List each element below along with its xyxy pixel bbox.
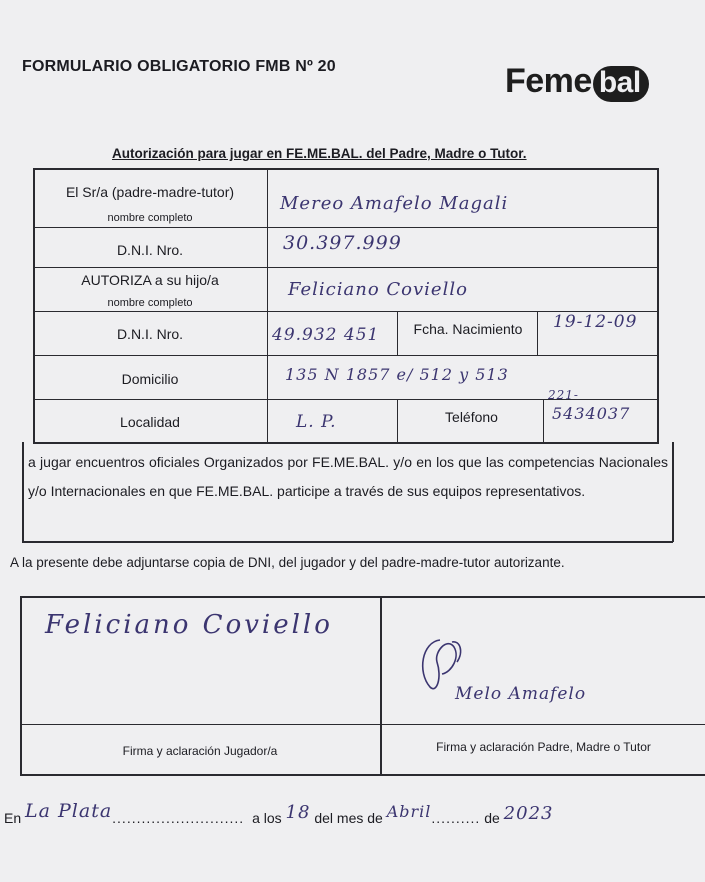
guardian-sublabel: nombre completo	[107, 212, 193, 224]
place-dots: ...........................	[112, 810, 245, 826]
de-label: de	[484, 810, 500, 826]
femebal-logo	[505, 62, 649, 102]
city-value: L. P.	[296, 412, 337, 432]
table-column-divider	[537, 311, 538, 355]
table-border-left	[33, 168, 35, 444]
city-label: Localidad	[120, 414, 180, 430]
a-los-label: a los	[252, 810, 282, 826]
table-row-divider	[33, 355, 658, 356]
guardian-signature-mark	[412, 632, 472, 727]
address-value: 135 N 1857 e/ 512 y 513	[285, 365, 509, 384]
guardian-signature: Melo Amafelo	[455, 684, 587, 704]
child-name-value: Feliciano Coviello	[288, 279, 468, 300]
table-border-top	[33, 168, 658, 170]
child-label: AUTORIZA a su hijo/a	[81, 272, 219, 288]
attachment-note: A la presente debe adjuntarse copia de DNI, del jugador y del padre-madre-tutor autorizante.	[10, 555, 565, 570]
table-column-divider	[543, 399, 544, 443]
authorization-text: a jugar encuentros oficiales Organizados por FE.ME.BAL. y/o en los que las competencias Nacionales y/o Internacionales en que FE.ME.BAL. participe a través de sus equipos representativos.	[28, 454, 668, 499]
date-place-line	[4, 800, 554, 828]
guardian-name-value: Mereo Amafelo Magali	[280, 193, 509, 214]
place-value: La Plata	[25, 800, 113, 822]
birth-date-label: Fcha. Nacimiento	[413, 321, 523, 337]
logo-text: Feme	[505, 62, 592, 100]
year-value: 2023	[503, 803, 554, 824]
table-column-divider	[397, 399, 398, 443]
table-border-right	[657, 168, 659, 444]
sig-border-bottom	[20, 774, 705, 776]
guardian-dni-value: 30.397.999	[283, 232, 402, 254]
phone-value-line-1: 221-	[548, 388, 579, 402]
address-label: Domicilio	[121, 371, 179, 387]
sig-border-top	[20, 596, 705, 598]
table-row-divider	[33, 227, 658, 228]
form-heading: Autorización para jugar en FE.ME.BAL. del Padre, Madre o Tutor.	[112, 146, 527, 161]
sig-row-divider	[20, 724, 705, 725]
child-dni-value: 49.932 451	[272, 325, 380, 345]
table-column-divider	[397, 311, 398, 355]
en-label: En	[4, 810, 22, 826]
table-row-divider	[33, 267, 658, 268]
month-value: Abril	[386, 802, 432, 821]
player-signature: Feliciano Coviello	[45, 610, 333, 640]
text-box-left	[22, 442, 24, 542]
day-value: 18	[285, 802, 311, 823]
del-mes-label: del mes de	[314, 810, 383, 826]
guardian-dni-label: D.N.I. Nro.	[116, 242, 184, 258]
text-box-right	[672, 442, 674, 542]
child-sublabel: nombre completo	[107, 297, 193, 309]
phone-value-line-2: 5434037	[552, 404, 631, 423]
player-signature-caption: Firma y aclaración Jugador/a	[122, 744, 278, 758]
table-column-divider	[267, 168, 268, 443]
month-dots: ..........	[431, 810, 481, 826]
guardian-signature-caption: Firma y aclaración Padre, Madre o Tutor	[436, 740, 651, 754]
birth-date-value: 19-12-09	[553, 312, 638, 332]
phone-label: Teléfono	[445, 409, 498, 425]
table-row-divider	[33, 442, 658, 444]
logo-pill-text: bal	[593, 66, 649, 102]
text-box-bottom	[22, 541, 673, 543]
guardian-label: El Sr/a (padre-madre-tutor)	[65, 184, 235, 200]
child-dni-label: D.N.I. Nro.	[116, 326, 184, 342]
form-code: FORMULARIO OBLIGATORIO FMB Nº 20	[22, 58, 336, 75]
